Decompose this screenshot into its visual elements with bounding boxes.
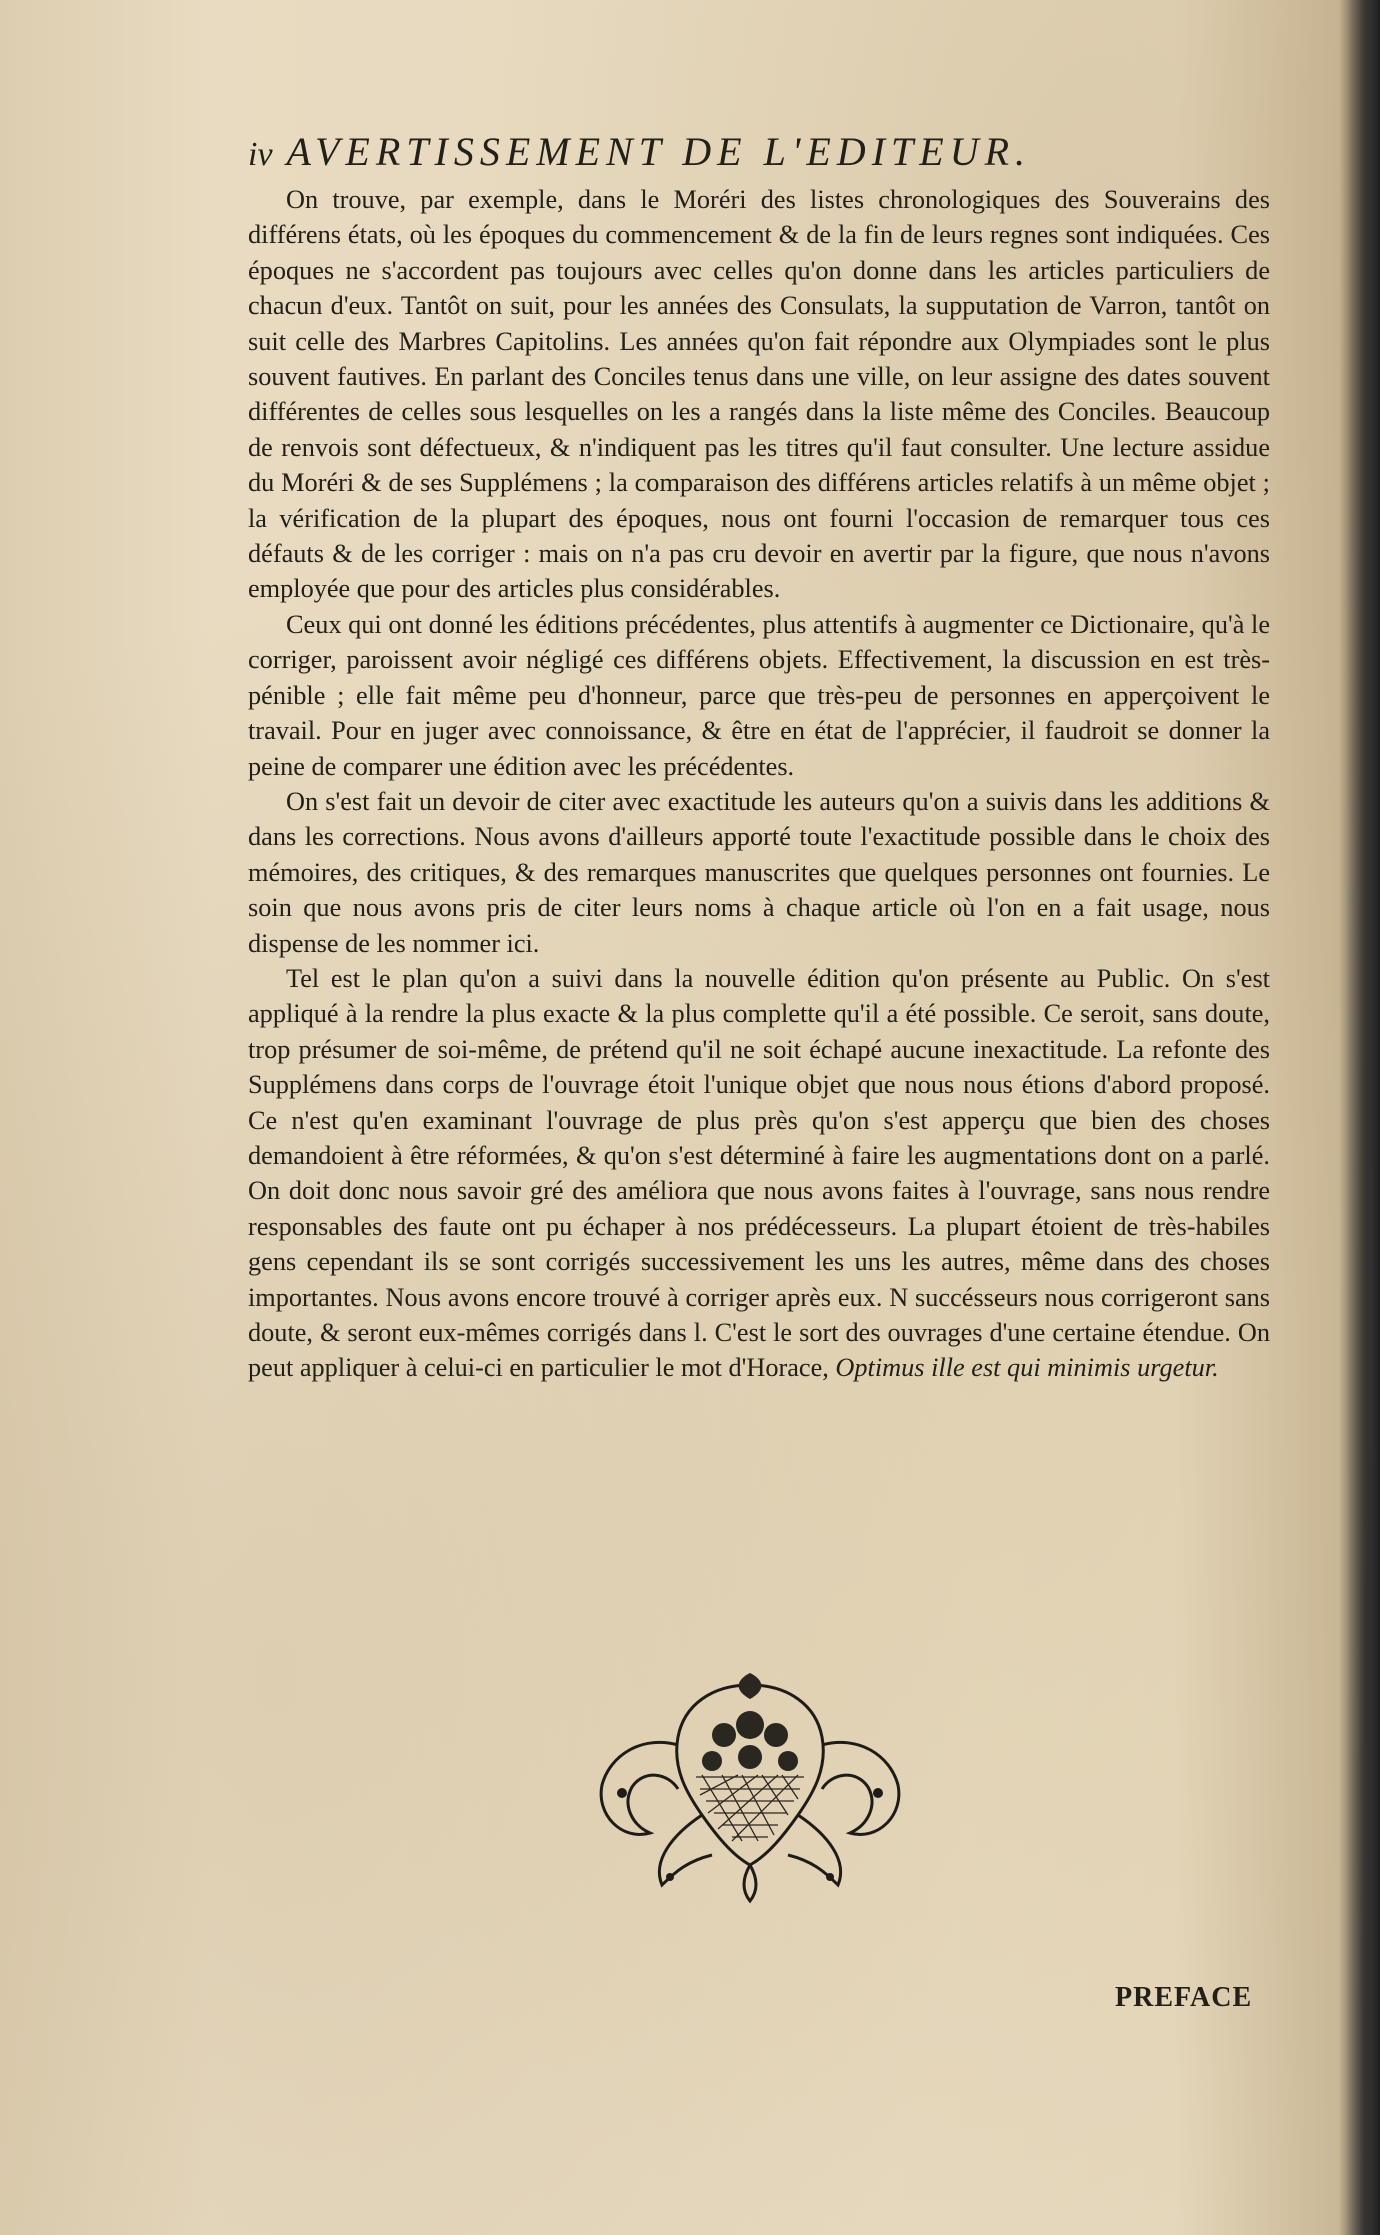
catchword: PREFACE xyxy=(1115,1982,1253,2013)
paragraph-4-text: Tel est le plan qu'on a suivi dans la nouvelle édition qu'on présente au Public. On s'est appliqué à la rendre la plus exacte & la plus complette qu'il a été possible. Ce seroit, sans doute, trop présumer de soi-même, de prétend qu'il ne soit échapé aucune inexactitude. La refonte des Supplémens dans corps de l'ouvrage étoit l'unique objet que nous nous étions d'abord proposé. Ce n'est qu'en examinant l'ouvrage de plus près qu'on s'est apperçu que bien des choses demandoient à être réformées, & qu'on s'est déterminé à faire les augmentations dont on a parlé. On doit donc nous savoir gré des améliora que nous avons faites à l'ouvrage, sans nous rendre responsables des faute ont pu échaper à nos prédécesseurs. La plupart étoient de très-habiles gens cependant ils se sont corrigés successivement les uns les autres, même dans des choses importantes. Nous avons encore trouvé à corriger après eux. N succésseurs nous corrigeront sans doute, & seront eux-mêmes corrigés dans l. C'est le sort des ouvrages d'une certaine étendue. On peut appliquer à celui-ci en particulier le mot d'Horace, xyxy=(248,963,1270,1383)
running-head: AVERTISSEMENT DE L'EDITEUR. xyxy=(286,129,1032,174)
floral-basket-ornament xyxy=(592,1665,908,1905)
paragraph-1: On trouve, par exemple, dans le Moréri des listes chronologiques des Souverains des différens états, où les époques du commencement & de la fin de leurs regnes sont indiquées. Ces époques ne s'accordent pas toujours avec celles qu'on donne dans les articles particuliers de chacun d'eux. Tantôt on suit, pour les années des Consulats, la supputation de Varron, tantôt on suit celle des Marbres Capitolins. Les années qu'on fait répondre aux Olympiades sont le plus souvent fautives. En parlant des Conciles tenus dans une ville, on leur assigne des dates souvent différentes de celles sous lesquelles on les a rangés dans la liste même des Conciles. Beaucoup de renvois sont défectueux, & n'indiquent pas les titres qu'il faut consulter. Une lecture assidue du Moréri & de ses Supplémens ; la comparaison des différens articles relatifs à un même objet ; la vérification de la plupart des époques, nous ont fourni l'occasion de remarquer tous ces défauts & de les corriger : mais on n'a pas cru devoir en avertir par la figure, que nous n'avons employée que pour des articles plus considérables. xyxy=(248,185,1270,604)
paragraph-2: Ceux qui ont donné les éditions précédentes, plus attentifs à augmenter ce Dictionaire, qu'à le corriger, paroissent avoir négligé ces différens objets. Effectivement, la discussion en est très-pénible ; elle fait même peu d'honneur, parce que très-peu de personnes en apperçoivent le travail. Pour en juger avec connoissance, & être en état de l'apprécier, il faudroit se donner la peine de comparer une édition avec les précédentes. xyxy=(248,609,1270,781)
page-content xyxy=(248,128,1270,1386)
horace-quote: Optimus ille est qui minimis urgetur. xyxy=(835,1353,1219,1383)
text-body xyxy=(248,182,1270,1386)
paragraph-4 xyxy=(248,961,1270,1386)
page-edge-shadow xyxy=(1346,0,1380,2235)
page-header xyxy=(248,128,1270,174)
paragraph-3: On s'est fait un devoir de citer avec exactitude les auteurs qu'on a suivis dans les additions & dans les corrections. Nous avons d'ailleurs apporté toute l'exactitude possible dans le choix des mémoires, des critiques, & des remarques manuscrites que quelques personnes ont fournies. Le soin que nous avons pris de citer leurs noms à chaque article où l'on en a fait usage, nous dispense de les nommer ici. xyxy=(248,786,1270,958)
folio-number: iv xyxy=(248,136,273,173)
